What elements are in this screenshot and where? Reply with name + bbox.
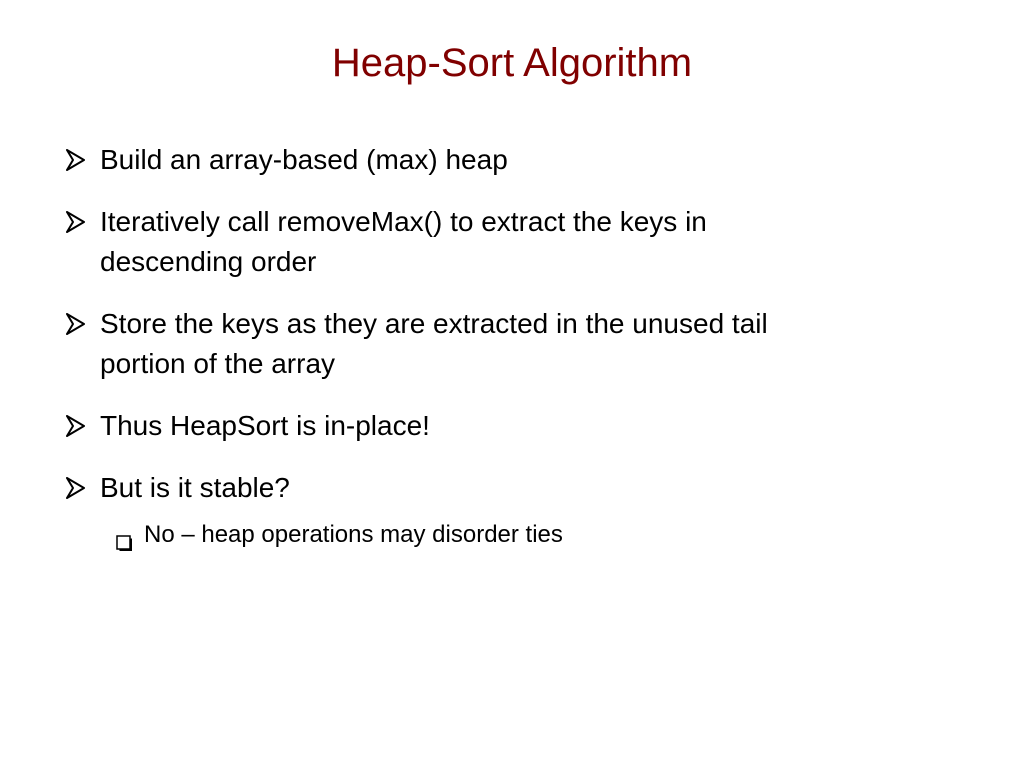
sub-bullet-text: No – heap operations may disorder ties — [144, 521, 563, 548]
arrowhead-bullet-icon — [66, 202, 90, 242]
bullet-text-line-1: Iteratively call removeMax() to extract the keys in — [100, 206, 707, 237]
sub-bullet-item-1 — [116, 518, 966, 552]
bullet-text-line-1: Store the keys as they are extracted in the unused tail — [100, 308, 768, 339]
arrowhead-bullet-icon — [66, 140, 90, 180]
bullet-item-3 — [66, 304, 966, 384]
bullet-list — [66, 140, 966, 552]
bullet-item-5 — [66, 468, 966, 508]
bullet-text-line-2: portion of the array — [100, 348, 336, 379]
arrowhead-bullet-icon — [66, 468, 90, 508]
bullet-text-line-2: descending order — [100, 246, 317, 277]
slide-title: Heap-Sort Algorithm — [331, 41, 693, 85]
bullet-text: Thus HeapSort is in-place! — [100, 410, 430, 441]
bullet-item-1 — [66, 140, 966, 180]
bullet-text: But is it stable? — [100, 472, 290, 503]
hollow-square-bullet-icon — [116, 527, 132, 543]
arrowhead-bullet-icon — [66, 304, 90, 344]
bullet-item-2 — [66, 202, 966, 282]
bullet-text: Build an array-based (max) heap — [100, 144, 508, 175]
arrowhead-bullet-icon — [66, 406, 90, 446]
bullet-item-4 — [66, 406, 966, 446]
